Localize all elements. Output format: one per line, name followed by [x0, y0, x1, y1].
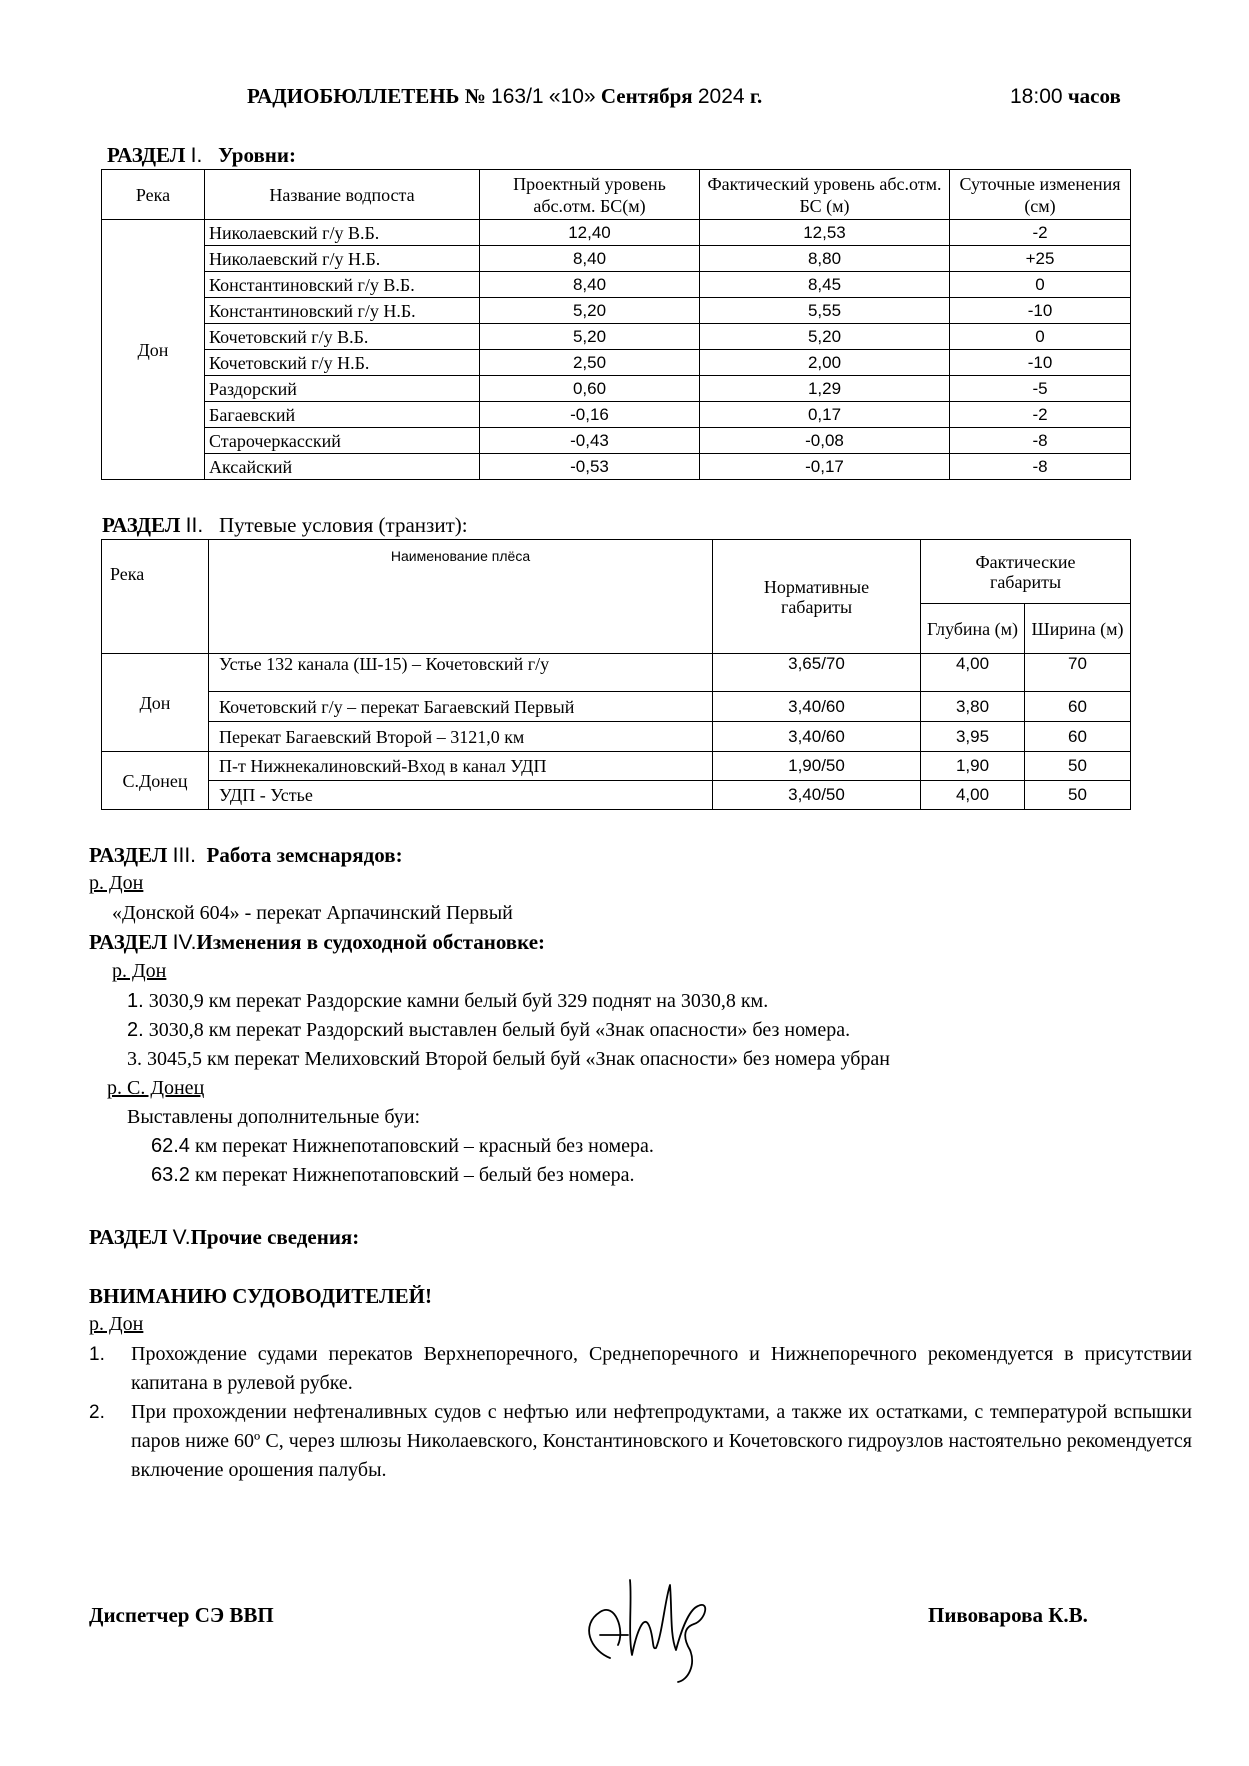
table-row: Кочетовский г/у – перекат Багаевский Первый 3,40/60 3,80 60 [102, 692, 1131, 722]
notice-item-1: 1. Прохождение судами перекатов Верхнепоречного, Среднепоречного и Нижнепоречного рекомендуется в присутствии капитана в рулевой рубке. [89, 1343, 1192, 1394]
table-row: Кочетовский г/у Н.Б. 2,50 2,00 -10 [102, 350, 1131, 376]
table-row: Николаевский г/у Н.Б. 8,40 8,80 +25 [102, 246, 1131, 272]
dispatcher-position: Диспетчер СЭ ВВП [89, 1603, 274, 1627]
table-row: Дон Устье 132 канала (Ш-15) – Кочетовский г/у 3,65/70 4,00 70 [102, 654, 1131, 692]
list-item: 3. 3045,5 км перекат Мелиховский Второй белый буй «Знак опасности» без номера убран [127, 1048, 890, 1070]
col-river: Река [102, 540, 209, 654]
signature [570, 1540, 740, 1690]
dispatcher-name: Пивоварова К.В. [928, 1603, 1088, 1627]
notice-item-2: 2. При прохождении нефтеналивных судов с нефтью или нефтепродуктами, а также их остатками, с температурой вспышки паров ниже 60º С, через шлюзы Николаевского, Константиновского и Кочетовского гидроузлов настоятельно рекомендуется включение орошения палубы. [89, 1401, 1192, 1481]
table-row: Перекат Багаевский Второй – 3121,0 км 3,40/60 3,95 60 [102, 722, 1131, 752]
table-row: Старочеркасский -0,43 -0,08 -8 [102, 428, 1131, 454]
table-row: Константиновский г/у Н.Б. 5,20 5,55 -10 [102, 298, 1131, 324]
section3-heading: РАЗДЕЛ III. Работа земснарядов: [89, 843, 403, 867]
col-normative: Нормативные габариты [713, 540, 921, 654]
levels-table [101, 169, 1131, 480]
table-row: УДП - Устье 3,40/50 4,00 50 [102, 781, 1131, 810]
table-row: Дон Николаевский г/у В.Б. 12,40 12,53 -2 [102, 220, 1131, 246]
section2-heading: РАЗДЕЛ II. Путевые условия (транзит): [102, 513, 468, 537]
section4-river-don: р. Дон [112, 960, 167, 982]
table-row: С.Донец П-т Нижнекалиновский-Вход в канал УДП 1,90/50 1,90 50 [102, 752, 1131, 781]
col-post: Название водпоста [205, 170, 480, 220]
list-item: 1. 3030,9 км перекат Раздорские камни белый буй 329 поднят на 3030,8 км. [127, 990, 769, 1012]
col-actual: Фактические габариты [921, 540, 1131, 604]
bulletin-time: 18:00 часов [1010, 84, 1121, 108]
notice-river: р. Дон [89, 1313, 144, 1335]
table-row: Аксайский -0,53 -0,17 -8 [102, 454, 1131, 480]
col-river: Река [102, 170, 205, 220]
table-row: Раздорский 0,60 1,29 -5 [102, 376, 1131, 402]
col-reach: Наименование плёса [209, 540, 713, 654]
river-cell: Дон [102, 220, 205, 480]
section1-heading: РАЗДЕЛ I. Уровни: [107, 143, 296, 167]
section4-river-donets: р. С. Донец [107, 1077, 205, 1099]
col-depth: Глубина (м) [921, 604, 1025, 654]
list-item: 62.4 км перекат Нижнепотаповский – красный без номера. [151, 1135, 654, 1157]
table-row: Константиновский г/у В.Б. 8,40 8,45 0 [102, 272, 1131, 298]
col-design-level: Проектный уровень абс.отм. БС(м) [480, 170, 700, 220]
list-item: 2. 3030,8 км перекат Раздорский выставлен белый буй «Знак опасности» без номера. [127, 1019, 851, 1041]
bulletin-title: РАДИОБЮЛЛЕТЕНЬ № 163/1 «10» Сентября 2024 г. [247, 84, 763, 108]
section3-item: «Донской 604» - перекат Арпачинский Первый [112, 902, 513, 924]
table-row: Багаевский -0,16 0,17 -2 [102, 402, 1131, 428]
section3-river: р. Дон [89, 872, 144, 894]
river-cell: Дон [102, 654, 209, 752]
transit-table [101, 539, 1131, 810]
notice-title: ВНИМАНИЮ СУДОВОДИТЕЛЕЙ! [89, 1284, 432, 1308]
list-item: 63.2 км перекат Нижнепотаповский – белый без номера. [151, 1164, 635, 1186]
river-cell: С.Донец [102, 752, 209, 810]
table-row: Кочетовский г/у В.Б. 5,20 5,20 0 [102, 324, 1131, 350]
col-actual-level: Фактический уровень абс.отм. БС (м) [700, 170, 950, 220]
section5-heading: РАЗДЕЛ V.Прочие сведения: [89, 1225, 360, 1249]
section4-heading: РАЗДЕЛ IV.Изменения в судоходной обстановке: [89, 930, 546, 954]
col-width: Ширина (м) [1025, 604, 1131, 654]
col-daily-change: Суточные изменения (см) [950, 170, 1131, 220]
extra-buoys-heading: Выставлены дополнительные буи: [127, 1106, 421, 1128]
